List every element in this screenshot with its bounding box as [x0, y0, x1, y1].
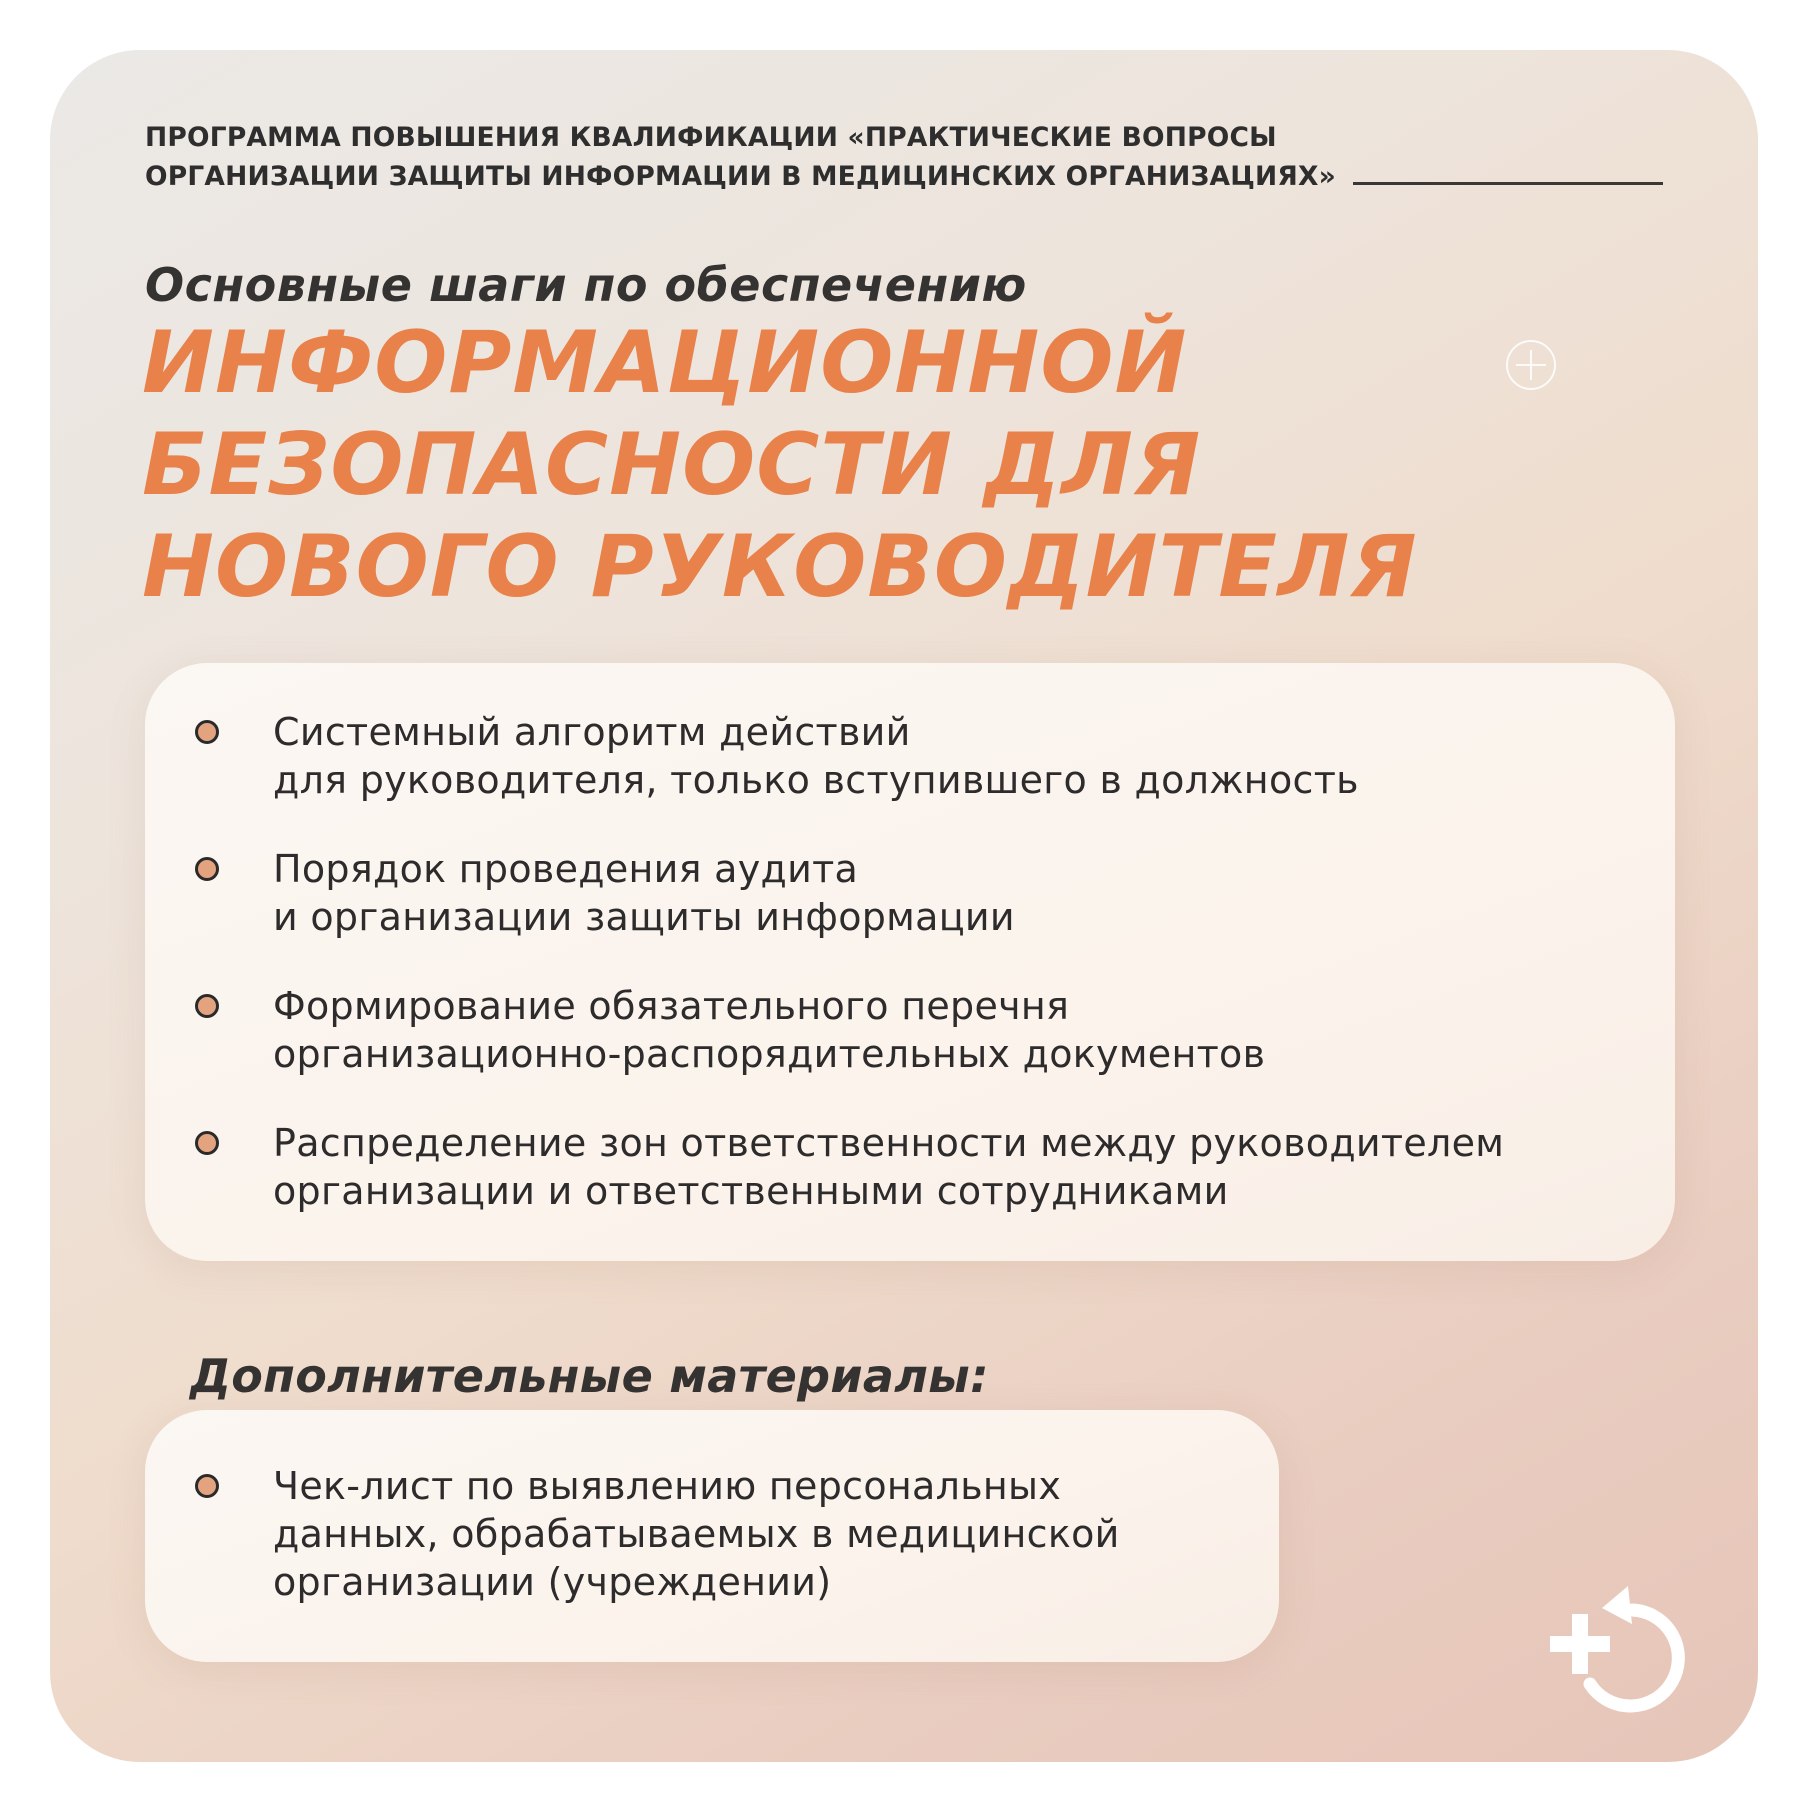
- extra-item-1-line-2: данных, обрабатываемых в медицинской: [273, 1512, 1120, 1556]
- subtitle: Основные шаги по обеспечению: [145, 258, 1027, 312]
- step-4-line-2: организации и ответственными сотрудниками: [273, 1169, 1229, 1213]
- infographic-card: [50, 50, 1758, 1762]
- step-2-line-1: Порядок проведения аудита: [273, 847, 859, 891]
- step-2-text: [273, 845, 1015, 941]
- circle-bullet-icon: [195, 720, 219, 744]
- extra-item-1-line-3: организации (учреждении): [273, 1560, 832, 1604]
- circle-bullet-icon: [195, 857, 219, 881]
- step-3-line-2: организационно-распорядительных документов: [273, 1032, 1266, 1076]
- headline-line-1: ИНФОРМАЦИОННОЙ: [142, 313, 1188, 413]
- step-1-text: [273, 708, 1359, 804]
- step-1-line-2: для руководителя, только вступившего в должность: [273, 758, 1359, 802]
- step-4-text: [273, 1119, 1504, 1215]
- circle-bullet-icon: [195, 1474, 219, 1498]
- plus-circle-icon: [1506, 340, 1556, 390]
- circle-bullet-icon: [195, 1131, 219, 1155]
- extra-item-1-line-1: Чек-лист по выявлению персональных: [273, 1464, 1062, 1508]
- steps-panel: [145, 663, 1675, 1261]
- headline: [142, 312, 1642, 618]
- extra-item-1-text: [273, 1462, 1120, 1606]
- headline-line-2: БЕЗОПАСНОСТИ ДЛЯ: [142, 415, 1202, 515]
- program-title-line-2: ОРГАНИЗАЦИИ ЗАЩИТЫ ИНФОРМАЦИИ В МЕДИЦИНСКИХ ОРГАНИЗАЦИЯХ»: [145, 161, 1336, 192]
- circle-bullet-icon: [195, 994, 219, 1018]
- step-3-line-1: Формирование обязательного перечня: [273, 984, 1070, 1028]
- step-2-line-2: и организации защиты информации: [273, 895, 1015, 939]
- step-4-line-1: Распределение зон ответственности между руководителем: [273, 1121, 1505, 1165]
- headline-line-3: НОВОГО РУКОВОДИТЕЛЯ: [142, 517, 1418, 617]
- extra-materials-panel: [145, 1410, 1279, 1662]
- step-1-line-1: Системный алгоритм действий: [273, 710, 911, 754]
- program-title-line-1: ПРОГРАММА ПОВЫШЕНИЯ КВАЛИФИКАЦИИ «ПРАКТИЧЕСКИЕ ВОПРОСЫ: [145, 122, 1277, 153]
- extra-materials-title: Дополнительные материалы:: [190, 1349, 989, 1403]
- plus-arrow-logo-icon: [1536, 1580, 1686, 1720]
- program-title: [145, 118, 1395, 196]
- step-3-text: [273, 982, 1265, 1078]
- divider-line: [1353, 182, 1663, 185]
